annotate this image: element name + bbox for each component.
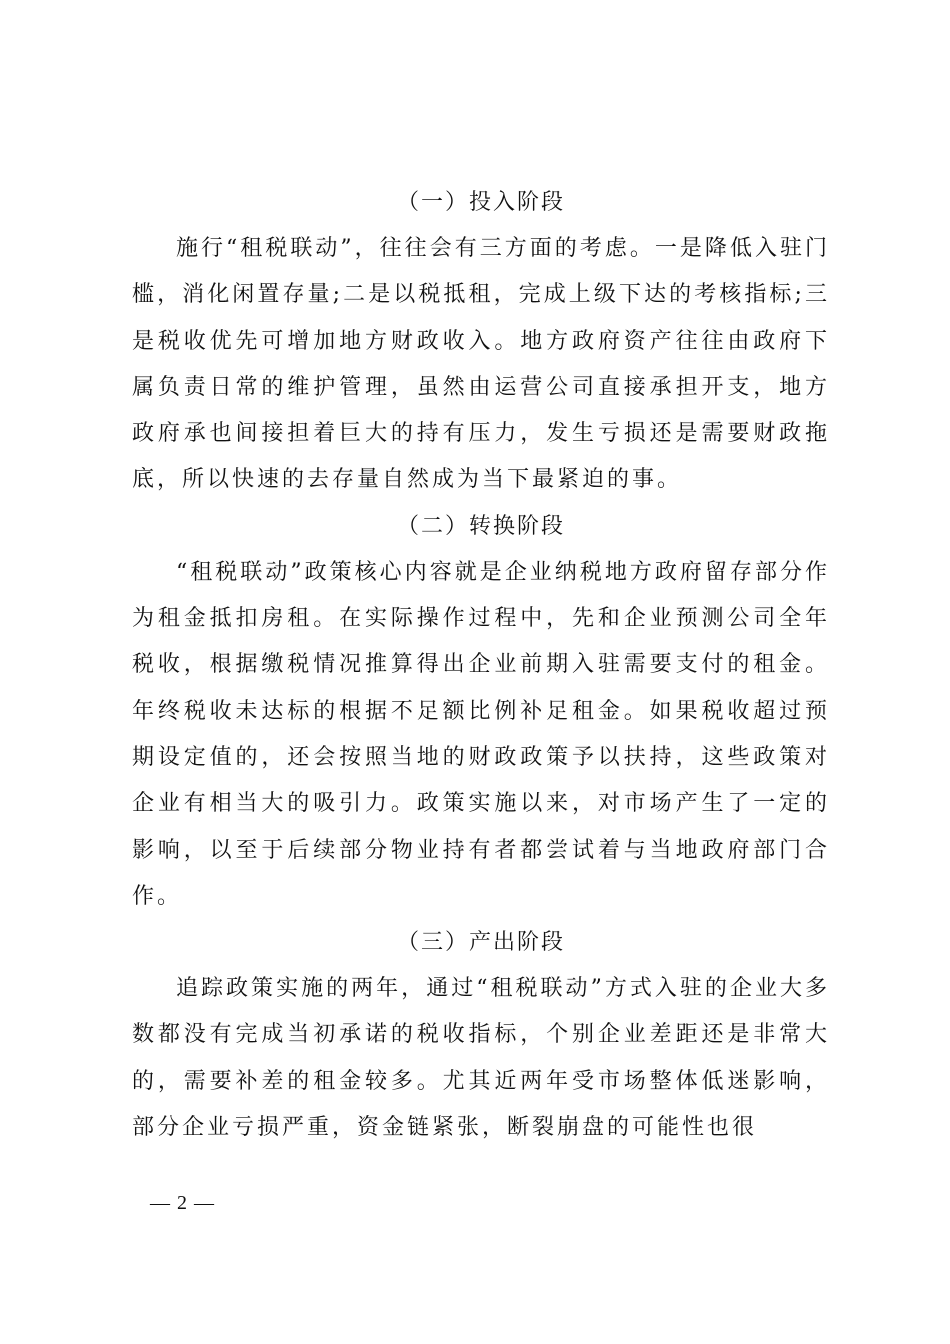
section-heading-2: （二）转换阶段 xyxy=(396,513,565,539)
page-number: — 2 — xyxy=(150,1192,215,1214)
document-body xyxy=(132,180,830,1151)
section-paragraph-2: “租税联动”政策核心内容就是企业纳税地方政府留存部分作为租金抵扣房租。在实际操作过程中，先和企业预测公司全年税收，根据缴税情况推算得出企业前期入驻需要支付的租金。年终税收未达标的根据不足额比例补足租金。如果税收超过预期设定值的，还会按照当地的财政政策予以扶持，这些政策对企业有相当大的吸引力。政策实施以来，对市场产生了一定的影响，以至于后续部分物业持有者都尝试着与当地政府部门合作。 xyxy=(132,559,830,909)
section-heading-3: （三）产出阶段 xyxy=(396,930,565,956)
section-paragraph-3: 追踪政策实施的两年，通过“租税联动”方式入驻的企业大多数都没有完成当初承诺的税收指标，个别企业差距还是非常大的，需要补差的租金较多。尤其近两年受市场整体低迷影响，部分企业亏损严重，资金链紧张，断裂崩盘的可能性也很 xyxy=(132,976,830,1141)
section-paragraph-1: 施行“租税联动”，往往会有三方面的考虑。一是降低入驻门槛，消化闲置存量;二是以税抵租，完成上级下达的考核指标;三是税收优先可增加地方财政收入。地方政府资产往往由政府下属负责日常的维护管理，虽然由运营公司直接承担开支，地方政府承也间接担着巨大的持有压力，发生亏损还是需要财政拖底，所以快速的去存量自然成为当下最紧迫的事。 xyxy=(132,236,830,493)
section-heading-1: （一）投入阶段 xyxy=(396,190,565,215)
